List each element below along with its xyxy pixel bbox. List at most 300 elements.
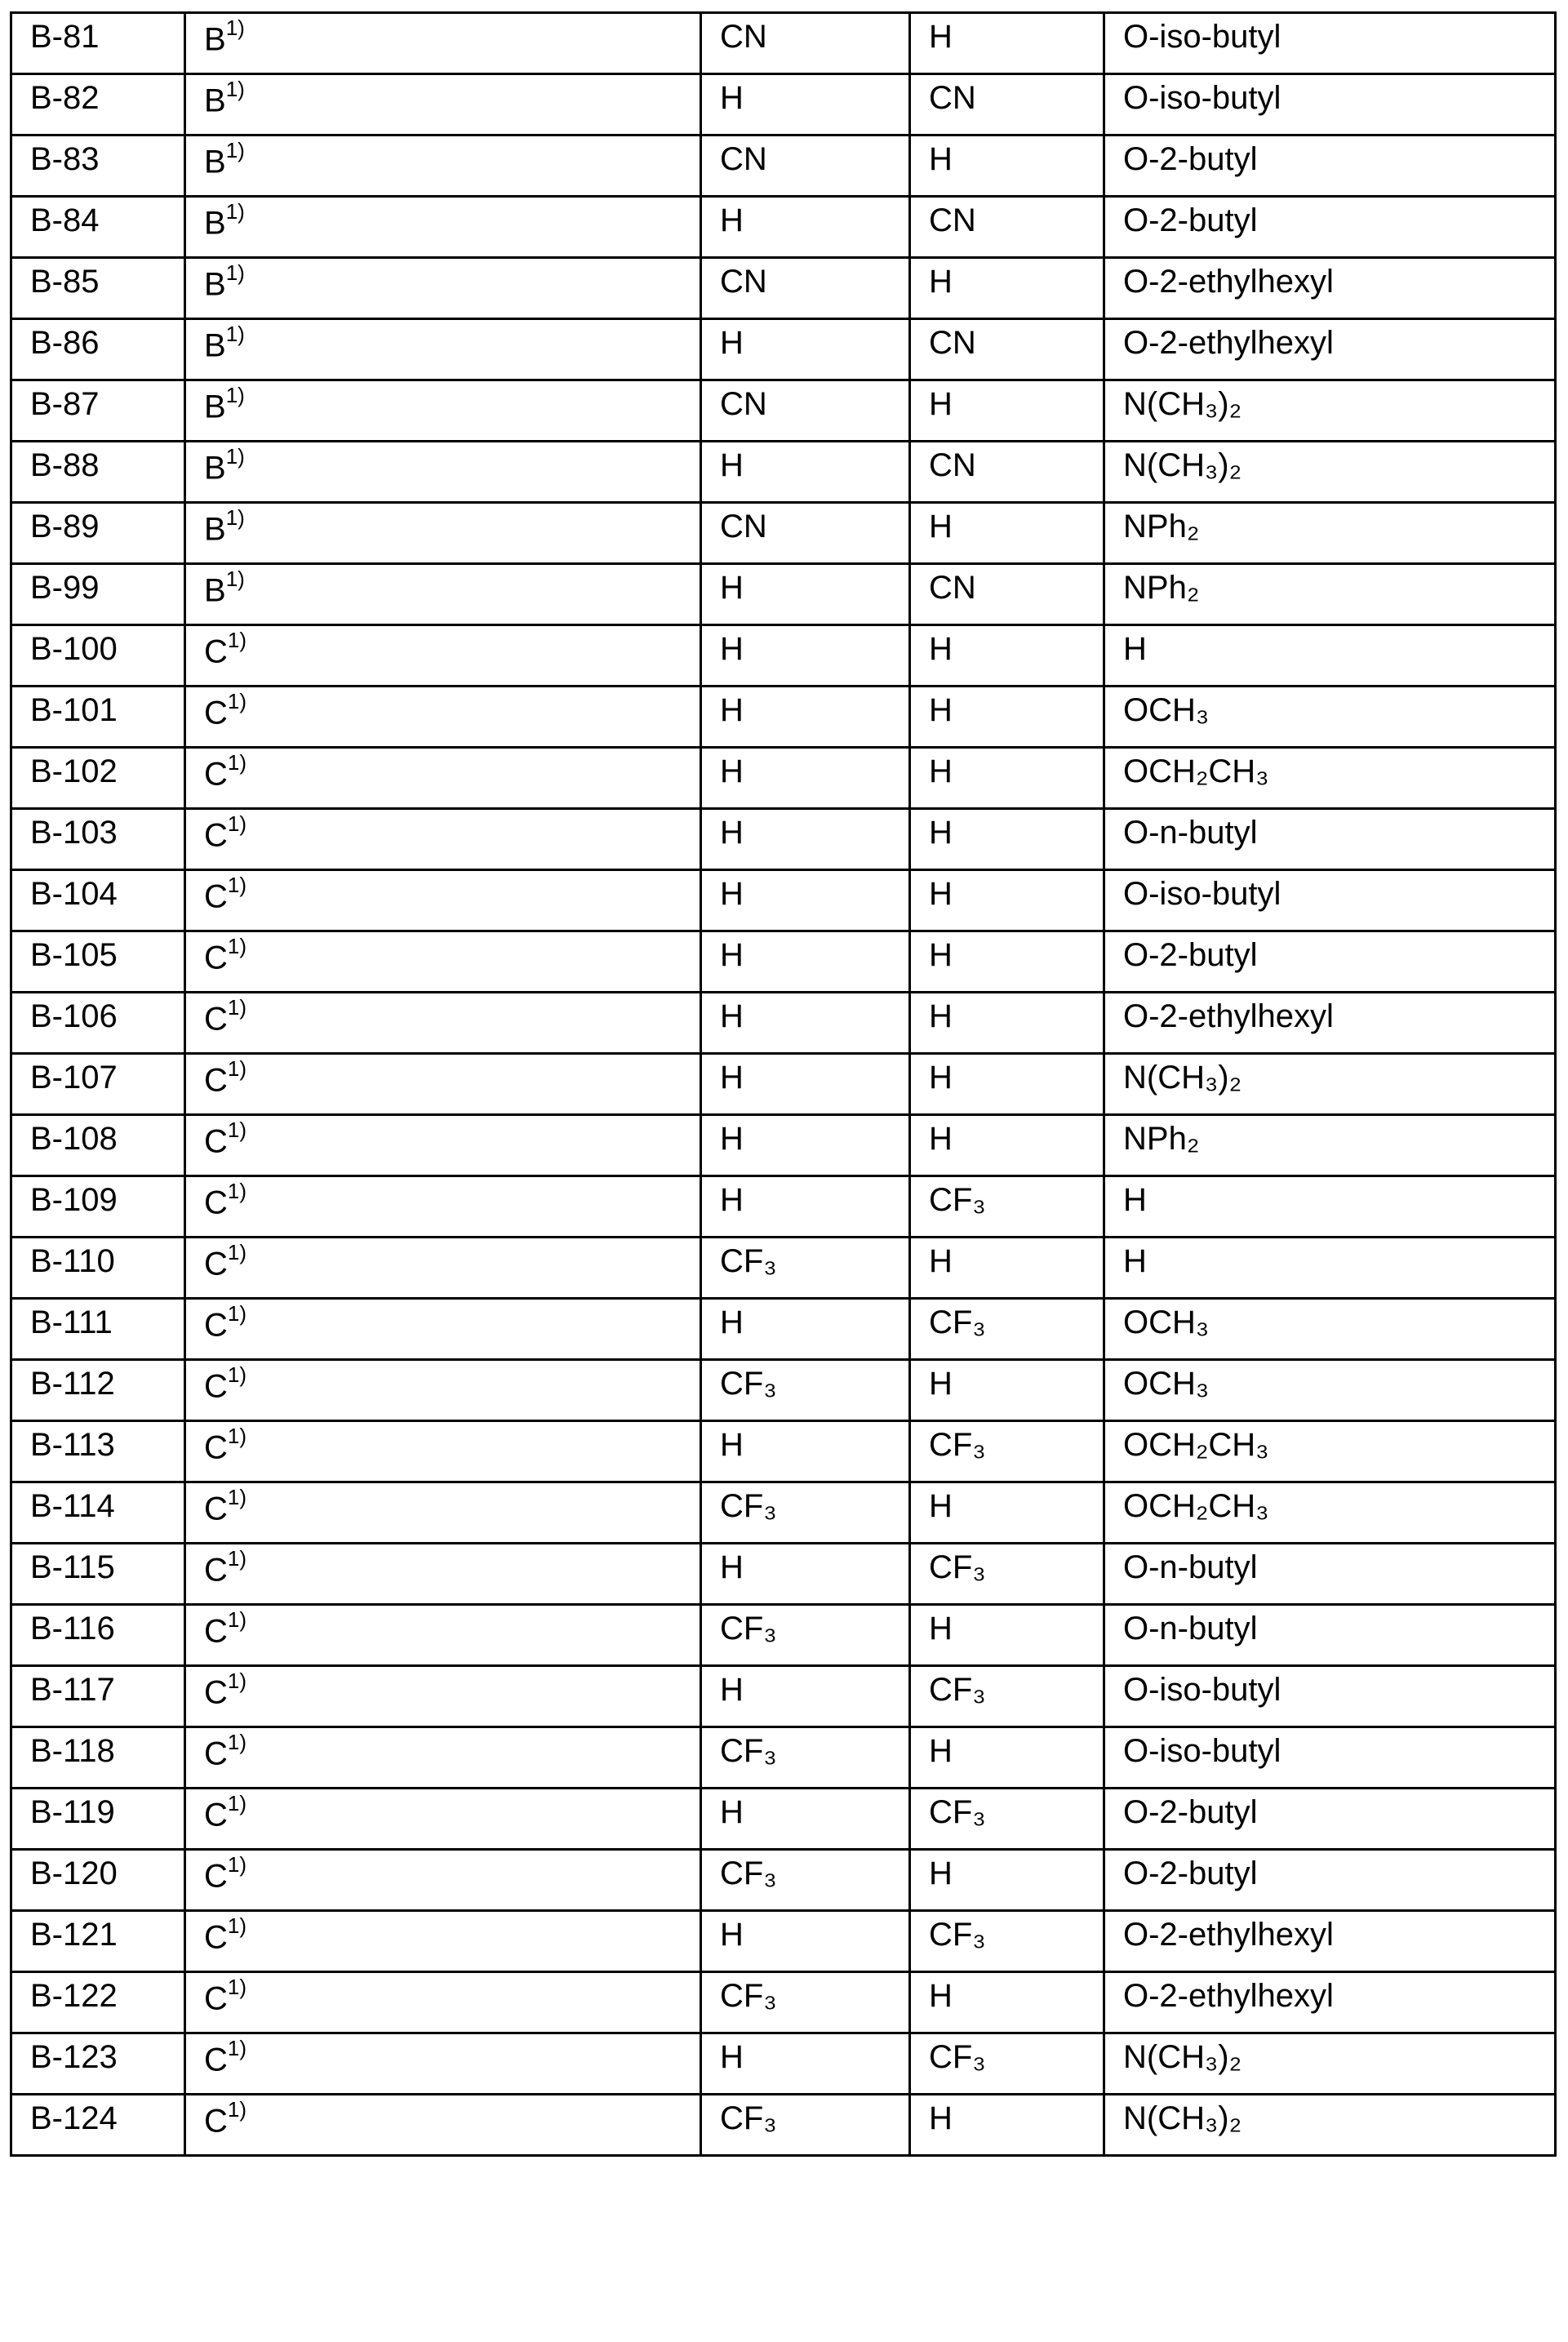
footnote-marker: 1) — [228, 2036, 247, 2060]
r1-cell — [701, 197, 910, 258]
compound-id-cell — [11, 1972, 185, 2033]
core-type: C — [204, 2042, 228, 2078]
r2: H — [929, 815, 953, 851]
core-type: C — [204, 1246, 228, 1282]
r1-cell — [701, 993, 910, 1054]
r2: H — [929, 509, 953, 544]
footnote-marker: 1) — [226, 444, 245, 469]
compound-id-cell — [11, 1605, 185, 1666]
r1-cell — [701, 1605, 910, 1666]
compound-id-cell — [11, 1115, 185, 1176]
r2-cell — [910, 380, 1104, 442]
compound-id: B-88 — [30, 447, 100, 483]
compound-table-body — [11, 13, 1556, 2156]
core-type: B — [204, 266, 226, 302]
core-type-cell — [185, 319, 701, 380]
footnote-marker: 1) — [228, 1791, 247, 1815]
compound-table — [10, 11, 1557, 2157]
r2-cell — [910, 625, 1104, 687]
r3-cell — [1104, 748, 1556, 809]
core-type-cell — [185, 1115, 701, 1176]
table-row — [11, 1972, 1556, 2033]
core-type-cell — [185, 442, 701, 503]
r2-cell — [910, 319, 1104, 380]
r1-cell — [701, 625, 910, 687]
compound-id-cell — [11, 380, 185, 442]
r3: O-iso-butyl — [1123, 80, 1281, 116]
table-row — [11, 380, 1556, 442]
table-row — [11, 319, 1556, 380]
core-type-cell — [185, 1054, 701, 1115]
r2: H — [929, 1243, 953, 1279]
r2-cell — [910, 1238, 1104, 1299]
footnote-marker: 1) — [228, 1975, 247, 1999]
core-type: C — [204, 817, 228, 853]
r2: CF₃ — [929, 1917, 986, 1953]
core-type: C — [204, 1429, 228, 1465]
r2-cell — [910, 1176, 1104, 1238]
core-type-cell — [185, 1605, 701, 1666]
r3: N(CH₃)₂ — [1123, 2100, 1242, 2136]
r3: O-2-butyl — [1123, 1794, 1258, 1830]
table-row — [11, 1850, 1556, 1911]
r2: CF₃ — [929, 1794, 986, 1830]
compound-id: B-106 — [30, 998, 118, 1034]
compound-id: B-84 — [30, 202, 100, 238]
r2-cell — [910, 687, 1104, 748]
r3: O-2-ethylhexyl — [1123, 1978, 1334, 2014]
r1-cell — [701, 1727, 910, 1789]
compound-id: B-115 — [30, 1549, 115, 1585]
r1-cell — [701, 1299, 910, 1360]
core-type: B — [204, 450, 226, 486]
core-type-cell — [185, 748, 701, 809]
r1: H — [720, 202, 744, 238]
footnote-marker: 1) — [226, 567, 245, 591]
footnote-marker: 1) — [226, 322, 245, 346]
table-row — [11, 1911, 1556, 1972]
table-row — [11, 687, 1556, 748]
table-row — [11, 2033, 1556, 2095]
footnote-marker: 1) — [226, 383, 245, 407]
table-row — [11, 258, 1556, 319]
core-type-cell — [185, 74, 701, 136]
r2-cell — [910, 197, 1104, 258]
r3: O-iso-butyl — [1123, 1672, 1281, 1708]
table-row — [11, 809, 1556, 870]
compound-id-cell — [11, 442, 185, 503]
table-row — [11, 503, 1556, 564]
footnote-marker: 1) — [228, 811, 247, 836]
compound-id: B-104 — [30, 876, 118, 912]
r2: H — [929, 876, 953, 912]
r3-cell — [1104, 197, 1556, 258]
compound-id: B-122 — [30, 1978, 118, 2014]
r1: H — [720, 692, 744, 728]
r3: O-2-ethylhexyl — [1123, 998, 1334, 1034]
table-row — [11, 1421, 1556, 1482]
compound-id: B-105 — [30, 937, 118, 973]
r2: CF₃ — [929, 1304, 986, 1340]
r2-cell — [910, 136, 1104, 197]
r2-cell — [910, 809, 1104, 870]
compound-id-cell — [11, 136, 185, 197]
r1: CN — [720, 509, 767, 544]
core-type: B — [204, 82, 226, 118]
core-type-cell — [185, 1972, 701, 2033]
r2: CF₃ — [929, 2039, 986, 2075]
footnote-marker: 1) — [228, 689, 247, 713]
r3-cell — [1104, 136, 1556, 197]
core-type-cell — [185, 1360, 701, 1421]
r3-cell — [1104, 74, 1556, 136]
r3-cell — [1104, 1605, 1556, 1666]
compound-id: B-114 — [30, 1488, 115, 1524]
r1: CF₃ — [720, 1855, 777, 1891]
r1: H — [720, 998, 744, 1034]
core-type: C — [204, 695, 228, 731]
r2-cell — [910, 1482, 1104, 1544]
compound-id-cell — [11, 1727, 185, 1789]
r1: CF₃ — [720, 1243, 777, 1279]
r3: H — [1123, 1182, 1147, 1218]
r1: H — [720, 325, 744, 361]
r3: O-n-butyl — [1123, 1611, 1258, 1647]
r3: OCH₂CH₃ — [1123, 1427, 1268, 1463]
r1-cell — [701, 1850, 910, 1911]
r2-cell — [910, 564, 1104, 625]
r1: H — [720, 631, 744, 667]
r1: H — [720, 570, 744, 606]
r2-cell — [910, 748, 1104, 809]
core-type-cell — [185, 258, 701, 319]
r2-cell — [910, 503, 1104, 564]
r1: H — [720, 1672, 744, 1708]
r3-cell — [1104, 1299, 1556, 1360]
r2: CN — [929, 202, 976, 238]
core-type-cell — [185, 687, 701, 748]
r3-cell — [1104, 319, 1556, 380]
core-type: C — [204, 1674, 228, 1710]
core-type: C — [204, 1062, 228, 1098]
r3-cell — [1104, 931, 1556, 993]
r2: CF₃ — [929, 1182, 986, 1218]
r3-cell — [1104, 1115, 1556, 1176]
footnote-marker: 1) — [228, 628, 247, 652]
r3-cell — [1104, 1727, 1556, 1789]
core-type-cell — [185, 993, 701, 1054]
r3-cell — [1104, 1238, 1556, 1299]
r1: H — [720, 1427, 744, 1463]
r1: H — [720, 1121, 744, 1157]
compound-id-cell — [11, 809, 185, 870]
footnote-marker: 1) — [228, 1546, 247, 1571]
r1: CN — [720, 264, 767, 300]
r1: H — [720, 876, 744, 912]
table-row — [11, 931, 1556, 993]
r3-cell — [1104, 1176, 1556, 1238]
r3: O-2-butyl — [1123, 202, 1258, 238]
r1: H — [720, 1794, 744, 1830]
r3: O-iso-butyl — [1123, 876, 1281, 912]
r1: CF₃ — [720, 1611, 777, 1647]
r3-cell — [1104, 993, 1556, 1054]
compound-id-cell — [11, 1666, 185, 1727]
core-type-cell — [185, 197, 701, 258]
r2-cell — [910, 870, 1104, 931]
compound-id: B-108 — [30, 1121, 118, 1157]
r2: CN — [929, 570, 976, 606]
compound-id: B-113 — [30, 1427, 115, 1463]
compound-id-cell — [11, 625, 185, 687]
compound-id: B-86 — [30, 325, 100, 361]
compound-id: B-81 — [30, 19, 100, 55]
r3-cell — [1104, 2033, 1556, 2095]
core-type: B — [204, 389, 226, 424]
compound-id: B-89 — [30, 509, 100, 544]
compound-id-cell — [11, 1911, 185, 1972]
table-row — [11, 13, 1556, 74]
core-type-cell — [185, 1299, 701, 1360]
r2-cell — [910, 74, 1104, 136]
core-type-cell — [185, 1911, 701, 1972]
table-row — [11, 1054, 1556, 1115]
r3-cell — [1104, 1360, 1556, 1421]
footnote-marker: 1) — [226, 505, 245, 530]
compound-id-cell — [11, 1054, 185, 1115]
r1-cell — [701, 870, 910, 931]
core-type-cell — [185, 1421, 701, 1482]
table-row — [11, 1482, 1556, 1544]
compound-id-cell — [11, 1544, 185, 1605]
table-row — [11, 1299, 1556, 1360]
r1-cell — [701, 258, 910, 319]
r1-cell — [701, 1115, 910, 1176]
r3: OCH₂CH₃ — [1123, 1488, 1268, 1524]
r3: NPh₂ — [1123, 570, 1199, 606]
table-row — [11, 625, 1556, 687]
r3: O-2-ethylhexyl — [1123, 264, 1334, 300]
compound-id: B-83 — [30, 141, 100, 177]
r1: CN — [720, 19, 767, 55]
r3-cell — [1104, 380, 1556, 442]
r2: H — [929, 631, 953, 667]
compound-id: B-100 — [30, 631, 118, 667]
r1-cell — [701, 1666, 910, 1727]
r3: N(CH₃)₂ — [1123, 1060, 1242, 1095]
r1-cell — [701, 380, 910, 442]
r3: O-iso-butyl — [1123, 19, 1281, 55]
compound-id-cell — [11, 931, 185, 993]
footnote-marker: 1) — [228, 1118, 247, 1142]
compound-id: B-102 — [30, 753, 118, 789]
r2: CF₃ — [929, 1549, 986, 1585]
r2-cell — [910, 931, 1104, 993]
r1: H — [720, 1549, 744, 1585]
r2: CF₃ — [929, 1672, 986, 1708]
table-row — [11, 442, 1556, 503]
r2: CN — [929, 447, 976, 483]
table-row — [11, 1238, 1556, 1299]
r3-cell — [1104, 503, 1556, 564]
compound-id: B-87 — [30, 386, 100, 422]
r3-cell — [1104, 258, 1556, 319]
footnote-marker: 1) — [228, 1056, 247, 1081]
r2-cell — [910, 2033, 1104, 2095]
r2-cell — [910, 1054, 1104, 1115]
r3-cell — [1104, 625, 1556, 687]
table-row — [11, 1666, 1556, 1727]
compound-id-cell — [11, 564, 185, 625]
compound-id: B-124 — [30, 2100, 118, 2136]
compound-id: B-109 — [30, 1182, 118, 1218]
compound-id: B-117 — [30, 1672, 115, 1708]
compound-id: B-116 — [30, 1611, 115, 1647]
core-type-cell — [185, 564, 701, 625]
r3-cell — [1104, 1482, 1556, 1544]
r3-cell — [1104, 870, 1556, 931]
compound-id-cell — [11, 1482, 185, 1544]
core-type: C — [204, 1980, 228, 2016]
r3: O-iso-butyl — [1123, 1733, 1281, 1769]
compound-id-cell — [11, 503, 185, 564]
r2: H — [929, 1488, 953, 1524]
r1: H — [720, 1304, 744, 1340]
core-type-cell — [185, 1727, 701, 1789]
footnote-marker: 1) — [228, 1913, 247, 1938]
compound-id: B-99 — [30, 570, 100, 606]
compound-id: B-121 — [30, 1917, 118, 1953]
r1-cell — [701, 1482, 910, 1544]
core-type: B — [204, 327, 226, 363]
compound-id: B-107 — [30, 1060, 118, 1095]
compound-id: B-119 — [30, 1794, 115, 1830]
r1-cell — [701, 503, 910, 564]
r3-cell — [1104, 13, 1556, 74]
r1-cell — [701, 564, 910, 625]
r1-cell — [701, 809, 910, 870]
r2: H — [929, 1978, 953, 2014]
core-type-cell — [185, 2095, 701, 2156]
table-row — [11, 1176, 1556, 1238]
r2: H — [929, 1733, 953, 1769]
core-type: C — [204, 756, 228, 792]
r1-cell — [701, 319, 910, 380]
r1-cell — [701, 1054, 910, 1115]
r1: H — [720, 1917, 744, 1953]
table-row — [11, 1360, 1556, 1421]
r1: H — [720, 80, 744, 116]
compound-id-cell — [11, 1238, 185, 1299]
core-type: C — [204, 1919, 228, 1955]
r2-cell — [910, 442, 1104, 503]
core-type: C — [204, 1552, 228, 1588]
r1-cell — [701, 1972, 910, 2033]
r3-cell — [1104, 1850, 1556, 1911]
r1: H — [720, 753, 744, 789]
table-row — [11, 74, 1556, 136]
core-type-cell — [185, 1850, 701, 1911]
footnote-marker: 1) — [228, 873, 247, 897]
r1-cell — [701, 74, 910, 136]
footnote-marker: 1) — [228, 1424, 247, 1448]
r2: H — [929, 692, 953, 728]
r3-cell — [1104, 1544, 1556, 1605]
table-row — [11, 870, 1556, 931]
footnote-marker: 1) — [226, 77, 245, 101]
core-type: B — [204, 205, 226, 241]
r1-cell — [701, 2033, 910, 2095]
r1-cell — [701, 1911, 910, 1972]
r1: CF₃ — [720, 1733, 777, 1769]
r2-cell — [910, 1421, 1104, 1482]
footnote-marker: 1) — [228, 995, 247, 1020]
core-type: B — [204, 511, 226, 547]
core-type: B — [204, 572, 226, 608]
r2-cell — [910, 2095, 1104, 2156]
core-type-cell — [185, 136, 701, 197]
r3: OCH₂CH₃ — [1123, 753, 1268, 789]
compound-id-cell — [11, 748, 185, 809]
r3-cell — [1104, 1054, 1556, 1115]
r2-cell — [910, 258, 1104, 319]
r1: H — [720, 1060, 744, 1095]
r1: CF₃ — [720, 1488, 777, 1524]
compound-id-cell — [11, 1850, 185, 1911]
r2: CF₃ — [929, 1427, 986, 1463]
core-type-cell — [185, 1544, 701, 1605]
core-type-cell — [185, 931, 701, 993]
table-row — [11, 1544, 1556, 1605]
r2-cell — [910, 1911, 1104, 1972]
footnote-marker: 1) — [228, 1730, 247, 1754]
footnote-marker: 1) — [226, 260, 245, 285]
r2: H — [929, 1121, 953, 1157]
footnote-marker: 1) — [228, 1852, 247, 1877]
compound-id: B-82 — [30, 80, 100, 116]
core-type: B — [204, 144, 226, 180]
table-row — [11, 748, 1556, 809]
footnote-marker: 1) — [228, 1607, 247, 1632]
compound-id: B-118 — [30, 1733, 115, 1769]
table-row — [11, 136, 1556, 197]
core-type-cell — [185, 1176, 701, 1238]
table-row — [11, 2095, 1556, 2156]
r1-cell — [701, 2095, 910, 2156]
compound-id-cell — [11, 319, 185, 380]
r3: NPh₂ — [1123, 1121, 1199, 1157]
r1-cell — [701, 136, 910, 197]
r2: H — [929, 264, 953, 300]
core-type-cell — [185, 809, 701, 870]
r2-cell — [910, 1727, 1104, 1789]
r1-cell — [701, 1176, 910, 1238]
core-type: C — [204, 1368, 228, 1404]
r3: OCH₃ — [1123, 692, 1209, 728]
r1-cell — [701, 931, 910, 993]
r2-cell — [910, 1299, 1104, 1360]
compound-id: B-110 — [30, 1243, 115, 1279]
compound-id-cell — [11, 1299, 185, 1360]
r2: H — [929, 141, 953, 177]
core-type: C — [204, 878, 228, 914]
r2-cell — [910, 1789, 1104, 1850]
r1-cell — [701, 687, 910, 748]
footnote-marker: 1) — [226, 199, 245, 224]
r1: H — [720, 1182, 744, 1218]
r2: H — [929, 2100, 953, 2136]
compound-id: B-101 — [30, 692, 118, 728]
